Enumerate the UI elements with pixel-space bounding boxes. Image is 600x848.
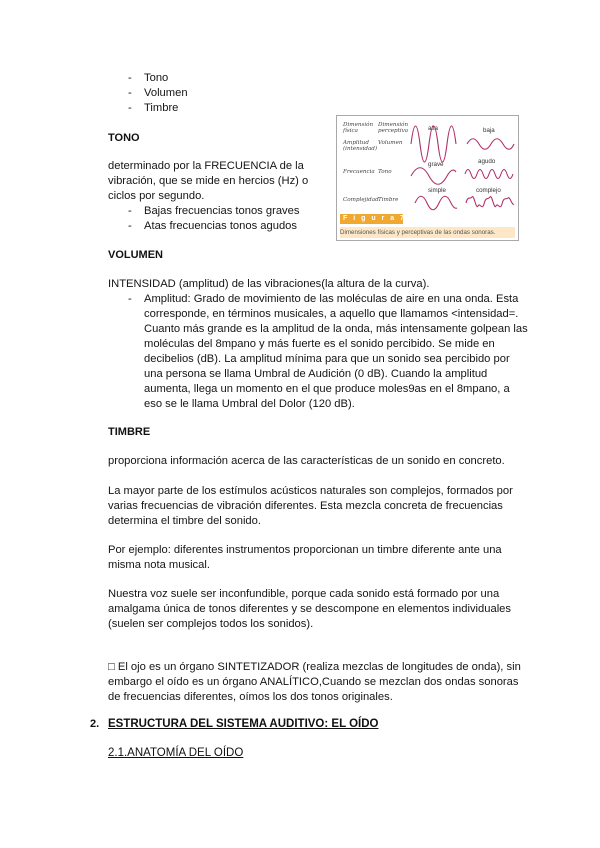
heading-tono: TONO <box>108 132 140 144</box>
wave-label-simple: simple <box>428 187 446 194</box>
list-dash: - <box>128 87 132 99</box>
wave-low-amplitude <box>467 139 514 150</box>
col-perceptual-l1: Dimensión <box>378 122 409 128</box>
timbre-p3-line: misma nota musical. <box>108 559 210 571</box>
col-perceptual-l2: perceptiva <box>378 128 409 134</box>
list-dash: - <box>128 205 132 217</box>
timbre-p4-line: amalgama única de tonos diferentes y se descompone en elementos individuales <box>108 603 511 615</box>
wave-label-grave: grave <box>428 161 444 168</box>
wave-label-complejo: complejo <box>476 187 501 194</box>
sound-wave-figure <box>336 115 519 241</box>
volumen-line: aumenta, llega un momento en el que produce moles9as en el 8mpano, a <box>144 383 510 395</box>
wave-label-agudo: agudo <box>478 158 496 165</box>
volumen-line: corresponde, en términos musicales, a aquello que llamamos <intensidad=. <box>144 308 519 320</box>
volumen-line: una persona se llama Umbral de Audición (0 dB). Cuando la amplitud <box>144 368 488 380</box>
wave-high-amplitude <box>411 126 456 162</box>
timbre-p5-line: embargo el oído es un órgano ANALÍTICO,Cuando se mezclan dos ondas sonoras <box>108 676 519 688</box>
timbre-p2-line: varias frecuencias de vibración diferentes. Esta mezcla concreta de frecuencias <box>108 500 503 512</box>
list-dash: - <box>128 293 132 305</box>
list-dash: - <box>128 72 132 84</box>
row-tone: Tono <box>378 169 392 175</box>
row-amplitude-l1: Amplitud <box>343 140 369 146</box>
figure-caption: Dimensiones físicas y perceptivas de las ondas sonoras. <box>340 227 515 238</box>
tono-line: ciclos por segundo. <box>108 190 205 202</box>
volumen-intro: INTENSIDAD (amplitud) de las vibraciones(la altura de la curva). <box>108 278 430 290</box>
timbre-p5-line: de frecuencias diferentes, oímos los dos tonos originales. <box>108 691 393 703</box>
list-dash: - <box>128 102 132 114</box>
volumen-line: eso se le llama Umbral del Dolor (120 dB). <box>144 398 355 410</box>
timbre-p1: proporciona información acerca de las características de un sonido en concreto. <box>108 455 505 467</box>
volumen-line: moléculas del 8mpano y más fuerte es el sonido percibido. Se mide en <box>144 338 495 350</box>
tono-bullet-low: Bajas frecuencias tonos graves <box>144 205 300 217</box>
timbre-p2-line: La mayor parte de los estímulos acústicos naturales son complejos, formados por <box>108 485 513 497</box>
row-timbre: Timbre <box>378 197 399 203</box>
volumen-line: Amplitud: Grado de movimiento de las moléculas de aire en una onda. Esta <box>144 293 519 305</box>
wave-complex <box>466 197 514 207</box>
list-item-volumen: Volumen <box>144 87 188 99</box>
section-2-number: 2. <box>90 718 100 730</box>
figure-label: F i g u r a 7 . 2 <box>343 215 424 222</box>
list-item-timbre: Timbre <box>144 102 179 114</box>
row-frequency: Frecuencia <box>343 169 375 175</box>
row-amplitude-l2: (intensidad) <box>343 146 378 152</box>
heading-volumen: VOLUMEN <box>108 249 163 261</box>
section-2-1-title: 2.1.ANATOMÍA DEL OÍDO <box>108 747 244 759</box>
wave-diagram <box>337 116 518 216</box>
volumen-line: decibelios (dB). La amplitud mínima para que un sonido sea percibido por <box>144 353 510 365</box>
wave-high-frequency <box>465 170 513 179</box>
timbre-p4-line: Nuestra voz suele ser inconfundible, porque cada sonido está formado por una <box>108 588 500 600</box>
section-2-title: ESTRUCTURA DEL SISTEMA AUDITIVO: EL OÍDO <box>108 718 379 730</box>
wave-low-frequency <box>411 168 456 185</box>
volumen-line: Cuanto más grande es la amplitud de la onda, más intensamente golpean las <box>144 323 528 335</box>
timbre-p2-line: determina el timbre del sonido. <box>108 515 261 527</box>
tono-bullet-high: Atas frecuencias tonos agudos <box>144 220 297 232</box>
timbre-p5-line: □ El ojo es un órgano SINTETIZADOR (realiza mezclas de longitudes de onda), sin <box>108 661 521 673</box>
heading-timbre: TIMBRE <box>108 426 151 438</box>
col-physical-l1: Dimensión <box>343 122 374 128</box>
list-item-tono: Tono <box>144 72 169 84</box>
list-dash: - <box>128 220 132 232</box>
row-volume: Volumen <box>378 140 403 146</box>
row-complexity: Complejidad <box>343 197 379 203</box>
wave-label-alta: alta <box>428 125 438 132</box>
tono-line: determinado por la FRECUENCIA de la <box>108 160 304 172</box>
tono-line: vibración, que se mide en hercios (Hz) o <box>108 175 309 187</box>
timbre-p4-line: (suelen ser complejos todos los sonidos). <box>108 618 314 630</box>
wave-label-baja: baja <box>483 127 495 134</box>
timbre-p3-line: Por ejemplo: diferentes instrumentos proporcionan un timbre diferente ante una <box>108 544 502 556</box>
col-physical-l2: física <box>343 128 358 134</box>
wave-simple <box>415 196 457 210</box>
